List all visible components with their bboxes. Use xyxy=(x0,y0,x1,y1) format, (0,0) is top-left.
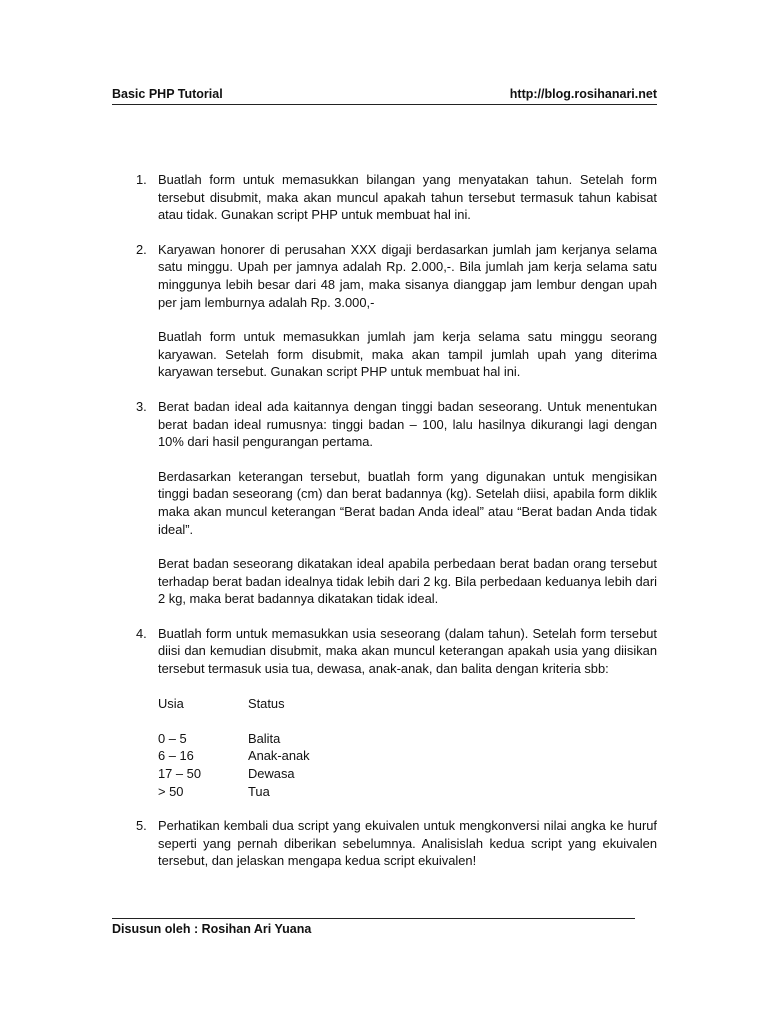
task-paragraph: Buatlah form untuk memasukkan usia seseorang (dalam tahun). Setelah form tersebut diisi dan kemudian disubmit, maka akan muncul keterangan apakah usia yang diisikan tersebut termasuk usia tua, dewasa, anak-anak, dan balita dengan kriteria sbb: xyxy=(158,625,657,677)
table-header-cell: Usia xyxy=(158,695,184,711)
table-row xyxy=(158,765,310,783)
task-paragraph: Berat badan seseorang dikatakan ideal apabila perbedaan berat badan orang tersebut terhadap berat badan idealnya tidak lebih dari 2 kg. Bila perbedaan keduanya lebih dari 2 kg, maka berat badannya dikatakan tidak ideal. xyxy=(158,556,657,607)
task-paragraph: Karyawan honorer di perusahan XXX digaji berdasarkan jumlah jam kerjanya selama satu minggu. Upah per jamnya adalah Rp. 2.000,-. Bila jumlah jam kerja selama satu minggunya lebih besar dari 48 jam, maka sisanya dianggap jam lembur dengan upah per jam lemburnya adalah Rp. 3.000,- xyxy=(158,241,657,310)
table-cell-age: 17 – 50 xyxy=(158,766,202,782)
task-paragraph: Perhatikan kembali dua script yang ekuivalen untuk mengkonversi nilai angka ke huruf seperti yang pernah diberikan sebelumnya. Analisislah kedua script yang ekuivalen tersebut, dan jelaskan mengapa kedua script ekuivalen! xyxy=(158,818,657,869)
task-list xyxy=(112,171,657,870)
task-item-2 xyxy=(112,241,657,381)
task-item-1 xyxy=(112,171,657,224)
page-footer xyxy=(112,918,635,936)
task-number: 4. xyxy=(136,625,147,641)
table-cell-age: 6 – 16 xyxy=(158,748,194,764)
table-cell-age: > 50 xyxy=(158,783,184,799)
task-number: 5. xyxy=(136,818,147,834)
table-header-row xyxy=(158,695,310,713)
task-item-5 xyxy=(112,817,657,870)
age-status-table xyxy=(158,695,310,801)
table-cell-status: Balita xyxy=(248,730,281,746)
table-cell-status: Anak-anak xyxy=(248,748,310,764)
task-number: 2. xyxy=(136,241,147,257)
table-spacer-cell xyxy=(248,712,310,730)
table-row xyxy=(158,747,310,765)
header-url: http://blog.rosihanari.net xyxy=(509,87,657,101)
task-item-3 xyxy=(112,398,657,608)
task-number: 3. xyxy=(136,398,147,414)
page-header xyxy=(112,86,657,105)
table-cell-age: 0 – 5 xyxy=(158,730,187,746)
table-cell-status: Dewasa xyxy=(248,766,295,782)
table-spacer-cell xyxy=(158,712,248,730)
header-title: Basic PHP Tutorial xyxy=(112,87,223,101)
task-paragraph: Buatlah form untuk memasukkan bilangan yang menyatakan tahun. Setelah form tersebut disubmit, maka akan muncul apakah tahun tersebut termasuk tahun kabisat atau tidak. Gunakan script PHP untuk membuat hal ini. xyxy=(158,172,657,223)
task-number: 1. xyxy=(136,172,147,187)
table-header-cell: Status xyxy=(248,695,285,711)
document-body xyxy=(112,171,657,887)
table-cell-status: Tua xyxy=(248,783,270,799)
task-item-4 xyxy=(112,625,657,800)
task-paragraph: Buatlah form untuk memasukkan jumlah jam kerja selama satu minggu seorang karyawan. Setelah form disubmit, maka akan tampil jumlah upah yang diterima karyawan tersebut. Gunakan script PHP untuk membuat hal ini. xyxy=(158,329,657,380)
table-row xyxy=(158,730,310,748)
footer-author: Disusun oleh : Rosihan Ari Yuana xyxy=(112,922,312,936)
task-paragraph: Berat badan ideal ada kaitannya dengan tinggi badan seseorang. Untuk menentukan berat badan ideal rumusnya: tinggi badan – 100, lalu hasilnya dikurangi lagi dengan 10% dari hasil pengurangan pertama. xyxy=(158,398,657,450)
task-paragraph: Berdasarkan keterangan tersebut, buatlah form yang digunakan untuk mengisikan tinggi badan seseorang (cm) dan berat badannya (kg). Setelah diisi, apabila form diklik maka akan muncul keterangan “Berat badan Anda ideal” atau “Berat badan Anda tidak ideal”. xyxy=(158,468,657,537)
table-spacer-row xyxy=(158,712,310,730)
table-row xyxy=(158,783,310,801)
